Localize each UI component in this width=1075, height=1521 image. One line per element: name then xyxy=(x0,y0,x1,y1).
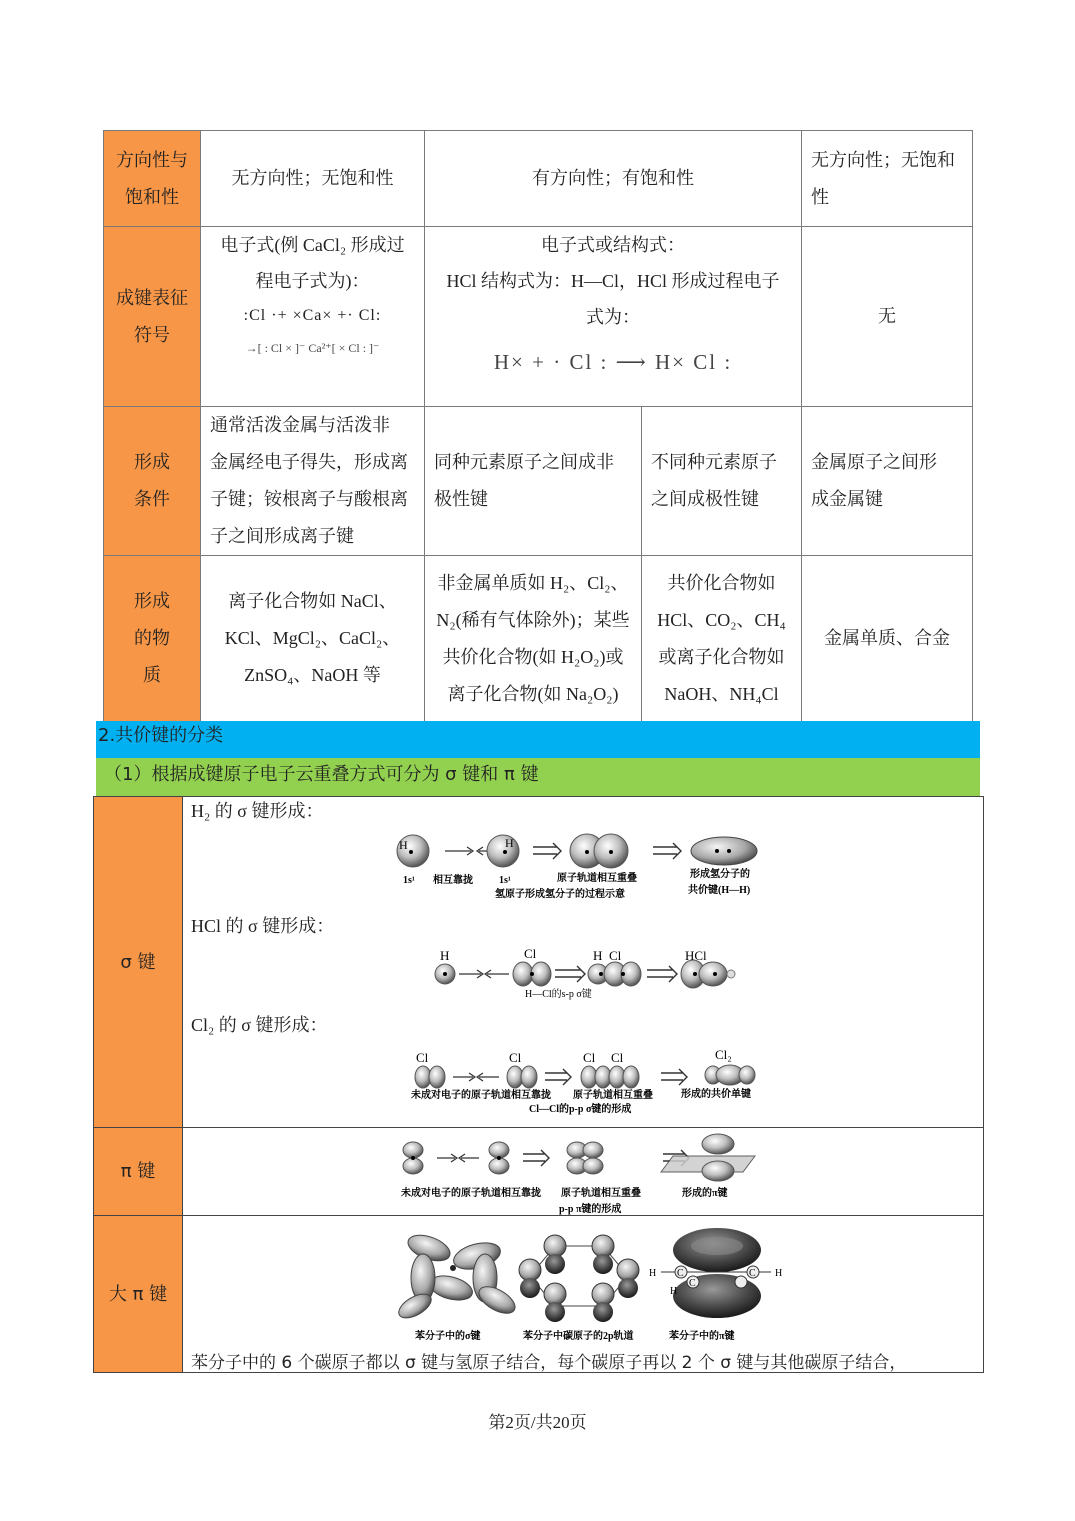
table-row xyxy=(104,131,973,227)
fig-caption: 苯分子中碳原子的2p轨道 xyxy=(523,1331,634,1342)
label-line: 成键表征 xyxy=(116,287,188,309)
row-label-symbol xyxy=(104,227,201,407)
fig-caption: 未成对电子的原子轨道相互靠拢 xyxy=(401,1188,541,1199)
label-line: 饱和性 xyxy=(125,186,179,208)
h2-sigma-title: H₂ 的 σ 键形成： xyxy=(191,801,324,821)
fig-label: H xyxy=(440,948,450,963)
fig-label: H xyxy=(775,1268,783,1279)
text-line: 程电子式为)： xyxy=(255,271,370,291)
text-line: 共价化合物如 xyxy=(667,572,776,593)
fig-label: H xyxy=(593,948,603,963)
row-label-condition xyxy=(104,407,201,556)
fig-label: 1s¹ xyxy=(499,875,511,886)
benzene-description: 苯分子中的 6 个碳原子都以 σ 键与氢原子结合，每个碳原子再以 2 个 σ 键与其他碳原子结合， xyxy=(191,1353,907,1373)
big-pi-label: 大 π 键 xyxy=(94,1216,183,1373)
fig-caption: 原子轨道相互重叠 xyxy=(573,1090,653,1101)
cl2-orbitals xyxy=(415,1065,755,1088)
fig-caption: 未成对电子的原子轨道相互靠拢 xyxy=(411,1090,551,1101)
fig-label: C xyxy=(689,1278,696,1289)
h2-figure-labels xyxy=(403,867,750,900)
text-line: 不同种元素原子 xyxy=(651,452,777,473)
ionic-symbol xyxy=(201,227,425,407)
fig-caption: Cl—Cl的p-p σ键的形成 xyxy=(529,1104,632,1115)
label-line: 条件 xyxy=(134,489,170,510)
row-label-direction xyxy=(104,131,201,227)
text-line: KCl、MgCl₂、CaCl₂、 xyxy=(224,628,401,648)
text-line: 离子化合物(如 Na₂O₂) xyxy=(447,683,619,704)
fig-label: 原子轨道相互重叠 xyxy=(557,873,637,884)
pi-label: π 键 xyxy=(94,1128,183,1216)
text-line: 离子化合物如 NaCl、 xyxy=(228,591,397,611)
fig-label: H xyxy=(649,1268,657,1279)
pi-figure-labels xyxy=(401,1186,727,1215)
label-line: 形成 xyxy=(134,452,170,473)
hcl-figure-labels xyxy=(440,946,707,1000)
fig-caption: 形成的共价单键 xyxy=(681,1089,751,1100)
text-line: 通常活泼金属与活泼非 xyxy=(210,415,390,436)
hcl-sigma-title: HCl 的 σ 键形成： xyxy=(191,916,335,936)
h2-orbitals xyxy=(397,834,757,868)
fig-caption: 原子轨道相互重叠 xyxy=(561,1188,641,1199)
fig-label: Cl xyxy=(524,946,537,961)
nonpolar-substance xyxy=(425,556,642,722)
fig-label: HCl xyxy=(685,948,707,963)
fig-label: 1s¹ xyxy=(403,875,415,886)
page-footer: 第2页/共20页 xyxy=(488,1413,587,1432)
fig-label: Cl₂ xyxy=(715,1047,732,1062)
hcl-electron-formula: H× + · Cl : ⟶ H× Cl : xyxy=(493,350,733,374)
text-line: 同种元素原子之间成非 xyxy=(434,452,614,473)
hcl-orbitals xyxy=(435,960,735,988)
label-line: 形成 xyxy=(134,591,170,612)
table-row xyxy=(94,1128,984,1216)
label-line: 方向性与 xyxy=(116,149,188,171)
benzene-captions xyxy=(415,1329,734,1342)
text-line: 共价化合物(如 H₂O₂)或 xyxy=(442,646,624,667)
text-line: 非金属单质如 H₂、Cl₂、 xyxy=(437,572,629,593)
fig-caption: 苯分子中的σ键 xyxy=(415,1331,481,1342)
cl2-figure-labels xyxy=(411,1047,751,1115)
pi-orbitals xyxy=(403,1134,755,1181)
fig-label: Cl xyxy=(509,1050,522,1065)
text-line: 或离子化合物如 xyxy=(658,646,785,667)
fig-caption: 形成的π键 xyxy=(682,1188,728,1199)
fig-label: C xyxy=(749,1268,756,1279)
pi-bond-figure xyxy=(183,1128,984,1216)
fig-label: Cl xyxy=(609,948,622,963)
nonpolar-condition xyxy=(425,407,642,556)
benzene-2p xyxy=(519,1235,639,1322)
text-line: 电子式或结构式： xyxy=(541,235,685,255)
table-row xyxy=(104,227,973,407)
label-line: 符号 xyxy=(134,324,170,346)
text-line: 金属经电子得失，形成离 xyxy=(210,452,408,473)
ionic-condition xyxy=(201,407,425,556)
metallic-direction xyxy=(802,131,973,227)
text-line: HCl、CO₂、CH₄ xyxy=(657,609,786,630)
sigma-content xyxy=(183,797,984,1128)
fig-caption: H—Cl的s-p σ键 xyxy=(525,989,592,1000)
h-atom-label: H xyxy=(505,836,514,850)
label-line: 质 xyxy=(143,665,161,686)
fig-label: 形成氢分子的 xyxy=(690,869,750,880)
section-heading: 2.共价键的分类 xyxy=(96,721,980,758)
subsection-heading: （1）根据成键原子电子云重叠方式可分为 σ 键和 π 键 xyxy=(96,758,980,796)
text-line: 无方向性；无饱和 xyxy=(811,149,955,171)
fig-label: H xyxy=(670,1286,678,1297)
covalent-symbol xyxy=(425,227,802,407)
bond-comparison-table xyxy=(103,130,973,722)
h-atom-label: H xyxy=(399,838,408,852)
table-row xyxy=(94,1216,984,1373)
row-label-substance xyxy=(104,556,201,722)
metallic-condition xyxy=(802,407,973,556)
benzene-sigma xyxy=(395,1230,519,1323)
metallic-substance: 金属单质、合金 xyxy=(802,556,973,722)
table-row xyxy=(104,407,973,556)
sigma-label: σ 键 xyxy=(94,797,183,1128)
fig-label: Cl xyxy=(416,1050,429,1065)
polar-substance xyxy=(642,556,802,722)
ionic-substance xyxy=(201,556,425,722)
text-line: NaOH、NH₄Cl xyxy=(664,683,779,704)
label-line: 的物 xyxy=(134,628,170,649)
fig-caption: 氢原子形成氢分子的过程示意 xyxy=(495,889,625,900)
fig-label: Cl xyxy=(583,1050,596,1065)
text-line: 电子式(例 CaCl₂ 形成过 xyxy=(220,235,405,255)
metallic-symbol: 无 xyxy=(802,227,973,407)
fig-label: 共价键(H—H) xyxy=(688,885,751,896)
covalent-bond-types-table xyxy=(93,796,984,1373)
text-line: 成金属键 xyxy=(811,489,883,510)
fig-caption: 苯分子中的π键 xyxy=(669,1331,735,1342)
h2-sigma-figure xyxy=(183,797,984,1128)
table-row xyxy=(94,797,984,1128)
text-line: 金属原子之间形 xyxy=(811,452,937,473)
text-line: 之间成极性键 xyxy=(651,489,759,510)
pi-content xyxy=(183,1128,984,1216)
text-line: HCl 结构式为：H—Cl，HCl 形成过程电子 xyxy=(446,271,780,291)
cacl2-formula: :Cl ·+ ×Ca× +· Cl: xyxy=(243,307,382,324)
text-line: 式为： xyxy=(586,307,640,327)
fig-caption: p-p π键的形成 xyxy=(559,1204,622,1215)
ionic-direction: 无方向性；无饱和性 xyxy=(201,131,425,227)
covalent-direction: 有方向性；有饱和性 xyxy=(425,131,802,227)
text-line: 子键；铵根离子与酸根离 xyxy=(210,489,408,510)
fig-label: C xyxy=(677,1268,684,1279)
cacl2-product: →[ : Cl × ]⁻ Ca²⁺[ × Cl : ]⁻ xyxy=(245,341,380,355)
big-pi-content xyxy=(183,1216,984,1373)
text-line: 子之间形成离子键 xyxy=(210,526,354,547)
text-line: 性 xyxy=(811,186,829,208)
fig-label: Cl xyxy=(611,1050,624,1065)
text-line: N₂(稀有气体除外)；某些 xyxy=(436,609,630,630)
fig-label: 相互靠拢 xyxy=(433,875,473,886)
benzene-figure xyxy=(183,1216,984,1373)
polar-condition xyxy=(642,407,802,556)
cl2-sigma-title: Cl₂ 的 σ 键形成： xyxy=(191,1015,328,1035)
text-line: ZnSO₄、NaOH 等 xyxy=(244,665,381,685)
text-line: 极性键 xyxy=(434,489,488,510)
table-row xyxy=(104,556,973,722)
